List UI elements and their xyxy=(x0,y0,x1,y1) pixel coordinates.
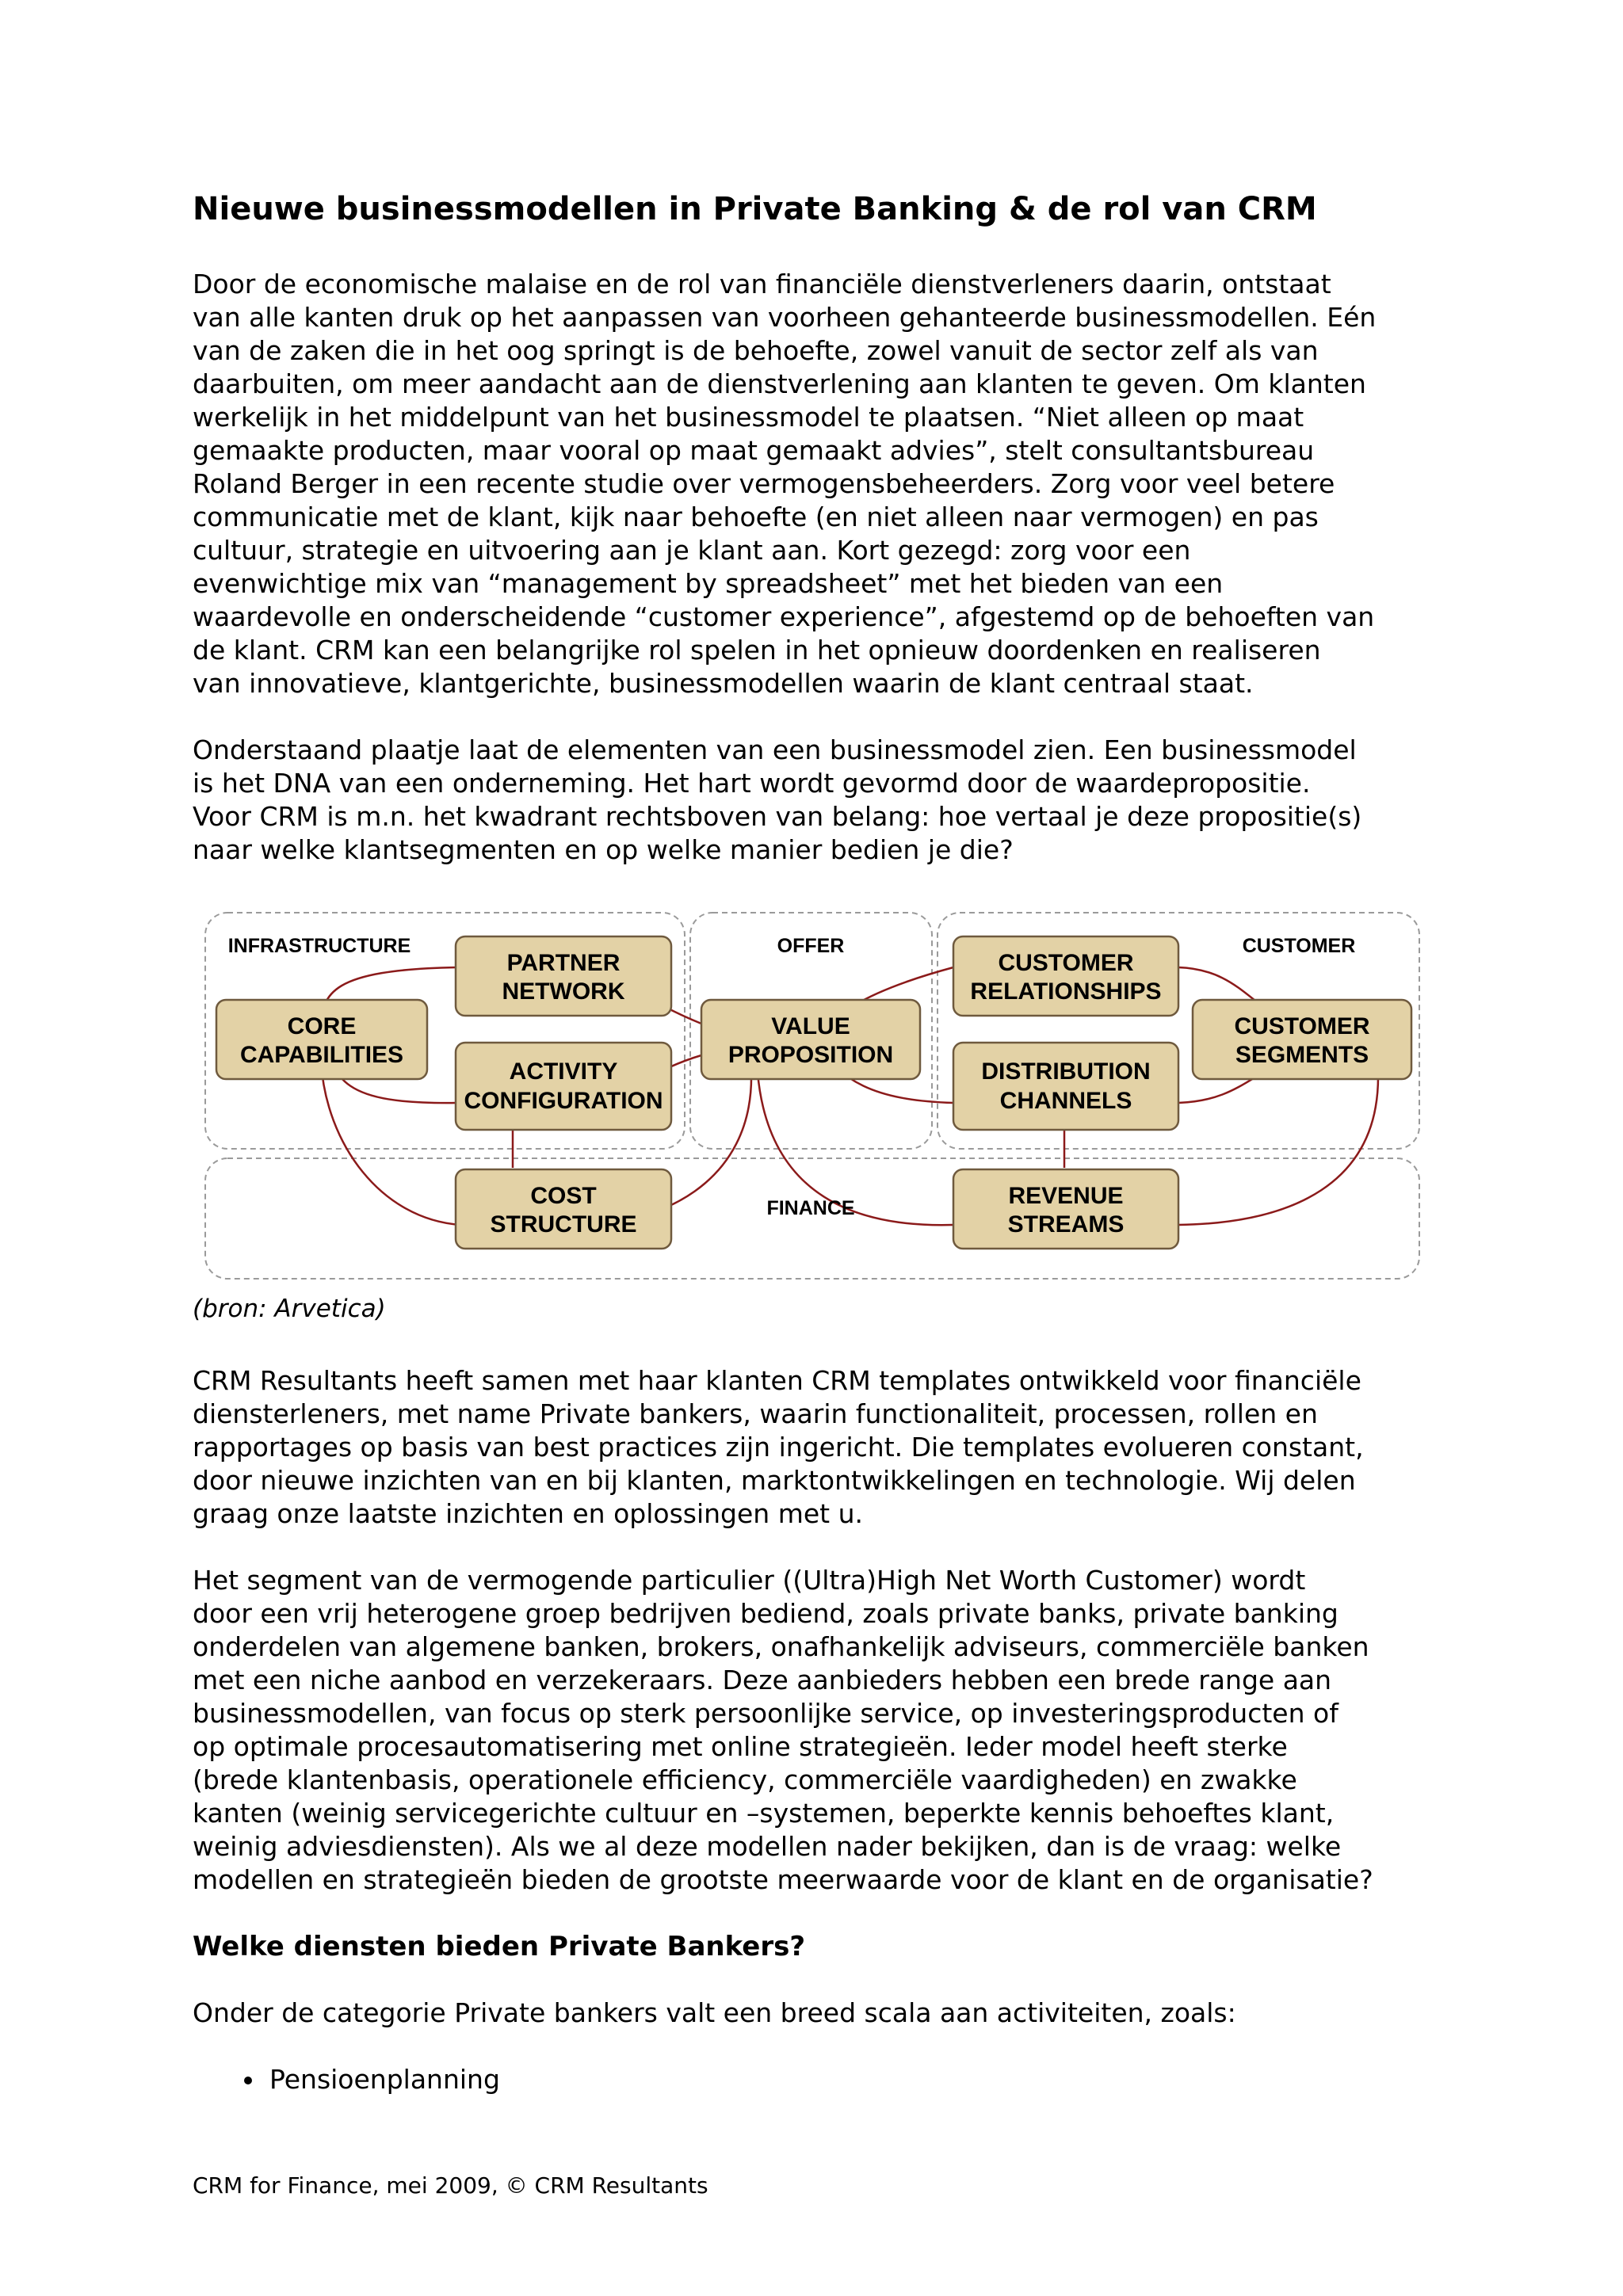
activities-list xyxy=(193,2063,1445,2096)
page-footer: CRM for Finance, mei 2009, © CRM Resultants xyxy=(193,2172,708,2199)
box-label-partner-2: NETWORK xyxy=(502,978,625,1005)
box-label-cost-1: COST xyxy=(530,1183,597,1209)
box-label-activity-2: CONFIGURATION xyxy=(464,1088,663,1114)
box-label-relationships-2: RELATIONSHIPS xyxy=(970,978,1162,1005)
box-label-distribution-2: CHANNELS xyxy=(999,1088,1132,1114)
bullet-icon xyxy=(244,2077,252,2084)
box-label-core-1: CORE xyxy=(287,1013,357,1039)
label-offer: OFFER xyxy=(777,935,845,957)
box-label-relationships-1: CUSTOMER xyxy=(998,950,1134,976)
diagram-caption: (bron: Arvetica) xyxy=(193,1295,386,1323)
box-label-segments-2: SEGMENTS xyxy=(1235,1042,1369,1068)
box-activity-configuration xyxy=(456,1043,671,1130)
box-label-revenue-1: REVENUE xyxy=(1008,1183,1124,1209)
document-body xyxy=(193,190,1445,2096)
box-label-partner-1: PARTNER xyxy=(506,950,621,976)
page-title: Nieuwe businessmodellen in Private Banking & de rol van CRM xyxy=(193,191,1317,227)
box-label-activity-1: ACTIVITY xyxy=(509,1058,618,1085)
business-model-diagram xyxy=(199,906,1459,1287)
box-label-cost-2: STRUCTURE xyxy=(490,1211,637,1238)
box-label-segments-1: CUSTOMER xyxy=(1234,1013,1370,1039)
section-heading: Welke diensten bieden Private Bankers? xyxy=(193,1931,806,1962)
label-infrastructure: INFRASTRUCTURE xyxy=(227,935,411,957)
box-label-distribution-1: DISTRIBUTION xyxy=(981,1058,1151,1085)
box-label-value-1: VALUE xyxy=(771,1013,850,1039)
paragraph-templates: CRM Resultants heeft samen met haar klanten CRM templates ontwikkeld voor financiële diensterleners, met name Private bankers, waarin functionaliteit, processen, rollen en rapportages op basis van best practices zijn ingericht. Die templates evolueren constant, door nieuwe inzichten van en bij klanten, marktontwikkelingen en technologie. Wij delen graag onze laatste inzichten en oplossingen met u. xyxy=(193,1365,1364,1529)
paragraph-businessmodel: Onderstaand plaatje laat de elementen van een businessmodel zien. Een businessmodel is het DNA van een onderneming. Het hart wordt gevormd door de waardepropositie. Voor CRM is m.n. het kwadrant rechtsboven van belang: hoe vertaal je deze propositie(s) naar welke klantsegmenten en op welke manier bedien je die? xyxy=(193,734,1362,865)
paragraph-activities: Onder de categorie Private bankers valt een breed scala aan activiteiten, zoals: xyxy=(193,1997,1236,2028)
box-label-core-2: CAPABILITIES xyxy=(239,1042,404,1068)
box-label-value-2: PROPOSITION xyxy=(727,1042,894,1068)
list-item-text: Pensioenplanning xyxy=(269,2064,500,2095)
paragraph-segment: Het segment van de vermogende particulier ((Ultra)High Net Worth Customer) wordt door een vrij heterogene groep bedrijven bediend, zoals private banks, private banking onderdelen van algemene banken, brokers, onafhankelijk adviseurs, commerciële banken met een niche aanbod en verzekeraars. Deze aanbieders hebben een brede range aan businessmodellen, van focus op sterk persoonlijke service, op investeringsproducten of op optimale procesautomatisering met online strategieën. Ieder model heeft sterke (brede klantenbasis, operationele efficiency, commerciële vaardigheden) en zwakke kanten (weinig servicegerichte cultuur en –systemen, beperkte kennis behoeftes klant, weinig adviesdiensten). Als we al deze modellen nader bekijken, dan is de vraag: welke modellen en strategieën bieden de grootste meerwaarde voor de klant en de organisatie? xyxy=(193,1565,1373,1895)
label-customer: CUSTOMER xyxy=(1242,935,1356,957)
box-label-revenue-2: STREAMS xyxy=(1007,1211,1125,1238)
list-item xyxy=(193,2063,1445,2096)
box-distribution-channels xyxy=(953,1043,1178,1130)
label-finance: FINANCE xyxy=(766,1197,855,1219)
paragraph-intro: Door de economische malaise en de rol van financiële dienstverleners daarin, ontstaat van alle kanten druk op het aanpassen van voorheen gehanteerde businessmodellen. Eén van de zaken die in het oog springt is de behoefte, zowel vanuit de sector zelf als van daarbuiten, om meer aandacht aan de dienstverlening aan klanten te geven. Om klanten werkelijk in het middelpunt van het businessmodel te plaatsen. “Niet alleen op maat gemaakte producten, maar vooral op maat gemaakt advies”, stelt consultantsbureau Roland Berger in een recente studie over vermogensbeheerders. Zorg voor veel betere communicatie met de klant, kijk naar behoefte (en niet alleen naar vermogen) en pas cultuur, strategie en uitvoering aan je klant aan. Kort gezegd: zorg voor een evenwichtige mix van “management by spreadsheet” met het bieden van een waardevolle en onderscheidende “customer experience”, afgestemd op de behoeften van de klant. CRM kan een belangrijke rol spelen in het opnieuw doordenken en realiseren van innovatieve, klantgerichte, businessmodellen waarin de klant centraal staat. xyxy=(193,269,1377,699)
